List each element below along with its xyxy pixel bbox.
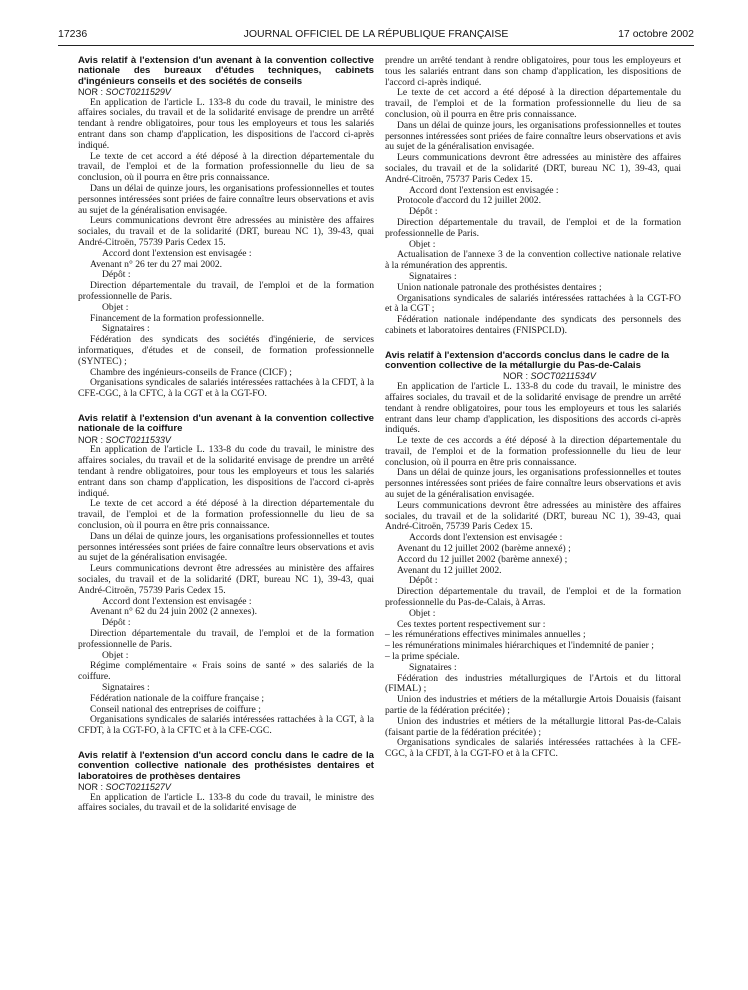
objet-label: Objet : [102,649,129,661]
signataire: Chambre des ingénieurs-conseils de France (CICF) ; [90,366,292,378]
signataire: Fédération nationale indépendante des syndicats des personnels des cabinets et laboratoires dentaires (FNISPCLD). [385,314,681,336]
nor-code: SOCT0211527V [105,781,171,792]
signataire: Fédération des industries métallurgiques de l'Artois et du littoral (FIMAL) ; [385,672,681,695]
notice-prothesistes-continued [385,56,681,337]
accord-value: Avenant n° 26 ter du 27 mai 2002. [90,258,223,270]
nor-code: SOCT0211534V [530,371,596,382]
signataire: Organisations syndicales de salariés intéressées rattachées à la CGT, à la CFDT, à la CGT-FO, à la CFTC et à la CFE-CGC. [78,714,374,737]
notice-prothesistes [78,751,374,814]
accord-value: Avenant du 12 juillet 2002 (barème annexé) ; [397,543,571,555]
accord-label: Accord dont l'extension est envisagée : [102,595,252,607]
signataire: Organisations syndicales de salariés intéressées rattachées à la CFDT, à la CFE-CGC, à la CFTC, à la CGT et à la CGT-FO. [78,377,374,400]
objet-list-item: – les rémunérations minimales hiérarchiques et l'indemnité de panier ; [385,640,654,652]
depot-value: Direction départementale du travail, de l'emploi et de la formation professionnelle de Paris. [78,280,374,303]
notice-title: Avis relatif à l'extension d'un accord conclu dans le cadre de la convention collective nationale des prothésistes dentaires et laboratoires de prothèses dentaires [78,749,374,782]
objet-label: Objet : [409,238,436,250]
signataires-label: Signataires : [409,661,457,673]
nor-code: SOCT0211533V [105,434,171,445]
paragraph: Le texte de cet accord a été déposé à la direction départementale du travail, de l'emploi et de la formation professionnelle du lieu de sa conclusion, où il pourra en être pris connaissance. [78,498,374,531]
signataire: Organisations syndicales de salariés intéressées rattachées à la CGT-FO et à la CGT ; [385,292,681,315]
paragraph: En application de l'article L. 133-8 du code du travail, le ministre des affaires sociales, du travail et de la solidarité envisage de prendre un arrêté tendant à rendre obligatoires, pour tous les employeurs et tous les salariés entrant dans leur champ d'application, les dispositions des accords ci-après indiqués. [385,381,681,436]
nor-label: NOR : [78,86,104,97]
left-column [78,56,374,814]
paragraph: Dans un délai de quinze jours, les organisations professionnelles et toutes personnes intéressées sont priées de faire connaître leurs observations et avis au sujet de la généralisation envisagée. [78,530,374,564]
objet-list-item: – la prime spéciale. [385,651,460,663]
notice-coiffure [78,414,374,737]
accord-value: Avenant n° 62 du 24 juin 2002 (2 annexes). [90,606,257,618]
depot-label: Dépôt : [409,206,438,218]
objet-intro: Ces textes portent respectivement sur : [397,618,546,630]
paragraph: Le texte de ces accords a été déposé à la direction départementale du travail, de l'emploi et de la formation professionnelle du lieu de leur conclusion, où il pourra en être pris connaissance. [385,435,681,468]
paragraph: Le texte de cet accord a été déposé à la direction départementale du travail, de l'emploi et de la formation professionnelle du lieu de sa conclusion, où il pourra en être pris connaissance. [78,150,374,184]
accord-label: Accord dont l'extension est envisagée : [409,184,559,196]
signataire: Union des industries et métiers de la métallurgie Artois Douaisis (faisant partie de la fédération précitée) ; [385,694,681,717]
nor-code: SOCT0211529V [105,86,171,97]
signataires-label: Signataires : [102,323,150,335]
objet-label: Objet : [409,607,436,619]
nor-label: NOR : [503,371,529,382]
accord-value: Protocole d'accord du 12 juillet 2002. [397,195,542,207]
accords-label: Accords dont l'extension est envisagée : [409,532,563,544]
page-number: 17236 [58,28,88,40]
nor-reference [78,782,374,793]
notice-title: Avis relatif à l'extension d'un avenant à la convention collective nationale des bureaux d'études techniques, cabinets d'ingénieurs conseils et des sociétés de conseils [78,55,374,87]
signataire: Conseil national des entreprises de coiffure ; [90,703,261,715]
notice-title: Avis relatif à l'extension d'un avenant à la convention collective nationale de la coiffure [78,413,374,435]
journal-title: JOURNAL OFFICIEL DE LA RÉPUBLIQUE FRANÇAISE [243,28,509,40]
paragraph: Dans un délai de quinze jours, les organisations professionnelles et toutes personnes intéressées sont priées de faire connaître leurs observations et avis au sujet de la généralisation envisagée. [78,183,374,216]
paragraph: En application de l'article L. 133-8 du code du travail, le ministre des affaires sociales, du travail et de la solidarité envisage de [78,791,374,814]
depot-value: Direction départementale du travail, de l'emploi et de la formation professionnelle du Pas-de-Calais, à Arras. [385,586,681,609]
paragraph: Leurs communications devront être adressées au ministère des affaires sociales, du travail et de la solidarité (DRT, bureau NC 1), 39-43, quai André-Citroën, 75739 Paris Cedex 15. [78,215,374,249]
depot-label: Dépôt : [409,575,438,587]
signataire: Organisations syndicales de salariés intéressées rattachées à la CFE-CGC, à la CFDT, à la CGT-FO et à la CFTC. [385,737,681,760]
depot-label: Dépôt : [102,269,131,281]
objet-value: Financement de la formation professionnelle. [90,312,264,324]
accord-value: Avenant du 12 juillet 2002. [397,564,502,576]
signataire: Union des industries et métiers de la métallurgie littoral Pas-de-Calais (faisant partie de la fédération précitée) ; [385,715,681,738]
accord-label: Accord dont l'extension est envisagée : [102,247,252,259]
paragraph: Leurs communications devront être adressées au ministère des affaires sociales, du travail et de la solidarité (DRT, bureau NC 1), 39-43, quai André-Citroën, 75739 Paris Cedex 15. [385,499,681,533]
objet-label: Objet : [102,301,129,313]
paragraph: En application de l'article L. 133-8 du code du travail, le ministre des affaires sociales, du travail et de la solidarité envisage de prendre un arrêté tendant à rendre obligatoires, pour tous les employeurs et tous les salariés entrant dans son champ d'application, les dispositions de l'accord ci-après indiqué. [78,444,374,499]
notice-bureaux-etudes [78,56,374,400]
paragraph: En application de l'article L. 133-8 du code du travail, le ministre des affaires sociales, du travail et de la solidarité envisage de prendre un arrêté tendant à rendre obligatoires, pour tous les employeurs et tous les salariés entrant dans son champ d'application, les dispositions de l'accord ci-après indiqué. [78,96,374,151]
paragraph: Dans un délai de quinze jours, les organisations professionnelles et toutes personnes intéressées sont priées de faire connaître leurs observations et avis au sujet de la généralisation envisagée. [385,467,681,501]
accord-value: Accord du 12 juillet 2002 (barème annexé) ; [397,553,568,565]
nor-label: NOR : [78,434,104,445]
header-rule [58,45,694,46]
nor-label: NOR : [78,781,104,792]
paragraph: Leurs communications devront être adressées au ministère des affaires sociales, du travail et de la solidarité (DRT, bureau NC 1), 39-43, quai André-Citroën, 75739 Paris Cedex 15. [78,563,374,596]
notice-metallurgie [385,351,681,760]
notice-title: Avis relatif à l'extension d'accords conclus dans le cadre de la convention collective de la métallurgie du Pas-de-Calais [385,349,670,372]
signataire: Fédération des syndicats des sociétés d'ingénierie, de services informatiques, d'études et de conseil, de formation professionnelle (SYNTEC) ; [78,334,374,367]
paragraph: Dans un délai de quinze jours, les organisations professionnelles et toutes personnes intéressées sont priées de faire connaître leurs observations et avis au sujet de la généralisation envisagée. [385,119,681,153]
paragraph: Le texte de cet accord a été déposé à la direction départementale du travail, de l'emploi et de la formation professionnelle du lieu de sa conclusion, où il pourra en être pris connaissance. [385,87,681,120]
objet-value: Actualisation de l'annexe 3 de la convention collective nationale relative à la rémunération des apprentis. [385,249,681,272]
paragraph: Leurs communications devront être adressées au ministère des affaires sociales, du travail et de la solidarité (DRT, bureau NC 1), 39-43, quai André-Citroën, 75737 Paris Cedex 15. [385,152,681,185]
signataires-label: Signataires : [102,681,150,693]
objet-list-item: – les rémunérations effectives minimales annuelles ; [385,629,586,641]
depot-value: Direction départementale du travail, de l'emploi et de la formation professionnelle de Paris. [385,216,681,239]
signataires-label: Signataires : [409,270,457,282]
right-column [385,56,681,760]
signataire: Union nationale patronale des prothésistes dentaires ; [397,281,602,293]
publication-date: 17 octobre 2002 [618,28,694,40]
objet-value: Régime complémentaire « Frais soins de santé » des salariés de la coiffure. [78,660,374,683]
signataire: Fédération nationale de la coiffure française ; [90,692,265,704]
depot-value: Direction départementale du travail, de l'emploi et de la formation professionnelle de Paris. [78,627,374,650]
paragraph: prendre un arrêté tendant à rendre obligatoires, pour tous les employeurs et tous les salariés entrant dans son champ d'application, les dispositions de l'accord ci-après indiqué. [385,55,681,88]
depot-label: Dépôt : [102,617,131,629]
page-header [58,28,694,46]
